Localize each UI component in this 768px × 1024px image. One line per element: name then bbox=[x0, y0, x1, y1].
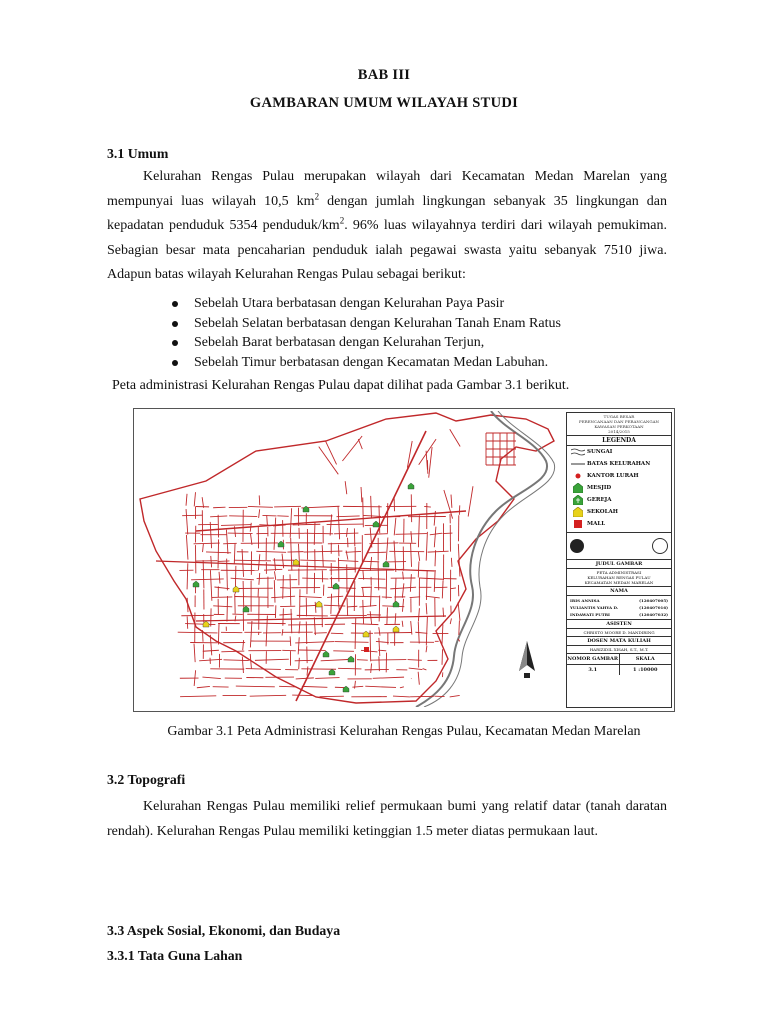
road-segment bbox=[363, 515, 381, 516]
road-segment bbox=[319, 447, 339, 475]
road-segment bbox=[210, 516, 227, 517]
road-segment bbox=[218, 623, 219, 644]
road-segment bbox=[459, 621, 460, 635]
road-segment bbox=[415, 632, 427, 633]
road-segment bbox=[410, 597, 421, 598]
road-segment bbox=[418, 561, 419, 577]
mall-icon bbox=[571, 519, 585, 529]
student-id: (120407005) bbox=[639, 598, 668, 603]
road-segment bbox=[426, 532, 427, 561]
road-segment bbox=[426, 603, 427, 614]
legend-assistant-name: CHRISTO MOORE D. MANDIRING bbox=[567, 629, 671, 637]
road-segment bbox=[314, 633, 327, 634]
road-segment bbox=[243, 640, 244, 650]
road-segment bbox=[178, 632, 218, 633]
road-segment bbox=[371, 496, 372, 518]
road-segment bbox=[442, 649, 443, 665]
chapter-label: BAB III bbox=[357, 67, 411, 83]
bullet-icon bbox=[172, 360, 178, 366]
road-segment bbox=[330, 514, 332, 535]
road-segment bbox=[347, 606, 357, 607]
school-icon bbox=[393, 626, 399, 632]
road-segment bbox=[428, 551, 449, 552]
road-segment bbox=[451, 588, 456, 589]
legend-header-line: PERENCANAAN DAN PERANCANGAN bbox=[579, 419, 659, 424]
road-segment bbox=[394, 518, 396, 536]
school-icon bbox=[363, 631, 369, 637]
road-segment bbox=[194, 492, 195, 506]
road-segment bbox=[418, 552, 419, 561]
road-segment bbox=[336, 516, 359, 517]
road-segment bbox=[411, 543, 412, 567]
road-segment bbox=[426, 616, 427, 645]
legend-item bbox=[567, 506, 671, 518]
road-segment bbox=[363, 587, 364, 596]
road-segment bbox=[250, 654, 251, 668]
road-segment bbox=[322, 545, 323, 567]
list-item-text: Sebelah Timur berbatasan dengan Kecamatan Medan Labuhan. bbox=[194, 354, 549, 370]
road-segment bbox=[359, 605, 376, 606]
school-icon bbox=[571, 507, 585, 517]
list-item bbox=[172, 353, 561, 373]
road-segment bbox=[248, 506, 273, 507]
road-segment bbox=[326, 441, 337, 464]
road-segment bbox=[370, 630, 371, 661]
legend-item-label: SEKOLAH bbox=[587, 509, 618, 515]
road-segment bbox=[255, 659, 289, 660]
road-segment bbox=[295, 660, 313, 661]
legend-title-line: KECAMATAN MEDAN MARELAN bbox=[584, 580, 654, 585]
road-segment bbox=[327, 596, 343, 597]
road-segment bbox=[304, 551, 343, 552]
road-segment bbox=[291, 609, 292, 633]
road-segment bbox=[423, 669, 427, 670]
boundary-list bbox=[172, 294, 561, 372]
legend-header-line: KAWASAN PERKOTAAN bbox=[594, 424, 644, 429]
road-segment bbox=[435, 550, 436, 566]
road-segment bbox=[227, 596, 228, 621]
road-segment bbox=[274, 571, 275, 580]
road-segment bbox=[182, 515, 203, 516]
university-logo-icon bbox=[570, 539, 584, 553]
legend-item-label: BATAS KELURAHAN bbox=[587, 461, 651, 467]
road-segment bbox=[363, 498, 364, 528]
road-segment bbox=[328, 543, 362, 544]
road-segment bbox=[355, 618, 356, 649]
road-segment bbox=[352, 686, 363, 687]
road-segment bbox=[236, 686, 275, 687]
road-segment bbox=[451, 558, 452, 567]
legend-names bbox=[567, 596, 671, 620]
road-segment bbox=[379, 627, 380, 636]
list-item bbox=[172, 314, 561, 334]
school-icon bbox=[233, 586, 239, 592]
legend-item bbox=[567, 482, 671, 494]
superscript: 2 bbox=[339, 215, 345, 226]
road-segment bbox=[186, 494, 187, 506]
road-segment bbox=[358, 439, 362, 449]
road-segment bbox=[202, 630, 203, 642]
legend-assistant-label: ASISTEN bbox=[567, 620, 671, 629]
road-segment bbox=[274, 506, 301, 507]
figure-number-label: NOMOR GAMBAR bbox=[567, 656, 619, 662]
section-3-2-paragraph bbox=[107, 795, 667, 844]
road-segment bbox=[242, 657, 243, 673]
road-segment bbox=[400, 687, 404, 688]
road-segment bbox=[282, 629, 283, 635]
road-segment bbox=[295, 642, 334, 643]
legend-logos bbox=[567, 532, 671, 560]
road-segment bbox=[378, 561, 379, 590]
road-segment bbox=[314, 617, 315, 635]
road-segment bbox=[345, 481, 347, 494]
mosque-icon bbox=[303, 506, 309, 512]
paragraph-text-part: . 96% luas wilayahnya terdiri dari wilayah pemukiman. Sebagian besar mata pencaharian penduduk ialah pegawai swasta yaitu sebanyak 7510 jiwa. Adapun batas wilayah Kelurahan Rengas Pulau sebagai berikut: bbox=[107, 218, 668, 283]
legend-name-row bbox=[567, 597, 671, 604]
road-segment bbox=[363, 600, 364, 624]
road-segment bbox=[186, 535, 188, 560]
north-arrow-icon bbox=[516, 639, 538, 679]
superscript: 2 bbox=[314, 190, 320, 201]
road-segment bbox=[242, 549, 244, 577]
road-segment bbox=[211, 556, 212, 567]
road-segment bbox=[418, 622, 419, 644]
list-item-text: Sebelah Utara berbatasan dengan Kelurahan Paya Pasir bbox=[194, 296, 505, 311]
road-segment bbox=[442, 624, 443, 644]
student-name: YULIANTIS YAHYA D. bbox=[570, 605, 619, 610]
road-segment bbox=[321, 659, 351, 660]
road-segment bbox=[418, 515, 419, 547]
road-segment bbox=[468, 486, 473, 516]
road-segment bbox=[300, 560, 336, 561]
road-segment bbox=[283, 575, 284, 599]
road-segment bbox=[296, 431, 426, 701]
road-segment bbox=[429, 447, 432, 478]
road-segment bbox=[426, 646, 427, 652]
road-segment bbox=[202, 677, 220, 678]
road-segment bbox=[338, 545, 339, 557]
road-segment bbox=[191, 579, 224, 580]
mosque-icon bbox=[571, 483, 585, 493]
road-segment bbox=[361, 650, 378, 652]
road-segment bbox=[213, 507, 225, 508]
road-segment bbox=[280, 588, 291, 589]
road-segment bbox=[180, 696, 216, 697]
road-segment bbox=[376, 641, 389, 642]
road-segment bbox=[365, 686, 396, 687]
legend-name-row bbox=[567, 611, 671, 618]
road-segment bbox=[398, 569, 403, 570]
road-segment bbox=[418, 672, 419, 685]
road-segment bbox=[373, 677, 404, 678]
road-segment bbox=[382, 597, 392, 598]
road-segment bbox=[246, 669, 281, 670]
list-item bbox=[172, 294, 561, 314]
list-item-text: Sebelah Barat berbatasan dengan Kelurahan Terjun, bbox=[194, 335, 485, 350]
scale-value: 1 :10000 bbox=[633, 667, 658, 673]
legend-names-label: NAMA bbox=[567, 587, 671, 596]
road-segment bbox=[410, 574, 411, 592]
road-segment bbox=[218, 539, 219, 568]
section-3-2-heading: 3.2 Topografi bbox=[107, 772, 186, 787]
road-segment bbox=[418, 608, 419, 621]
road-segment bbox=[386, 537, 388, 560]
road-segment bbox=[302, 686, 328, 687]
figure-number-value: 3.1 bbox=[567, 665, 620, 675]
chapter-title: GAMBARAN UMUM WILAYAH STUDI bbox=[249, 95, 519, 111]
bullet-icon bbox=[172, 301, 178, 307]
road-segment bbox=[358, 578, 385, 579]
road-segment bbox=[443, 608, 444, 617]
road-segment bbox=[203, 544, 204, 552]
legend-title: LEGENDA bbox=[567, 436, 671, 446]
map-legend-panel bbox=[566, 412, 672, 708]
legend-item bbox=[567, 446, 671, 458]
road-segment bbox=[299, 658, 300, 669]
section-3-3-1-heading: 3.3.1 Tata Guna Lahan bbox=[107, 948, 243, 963]
road-segment bbox=[299, 621, 300, 633]
road-segment bbox=[298, 637, 299, 654]
road-segment bbox=[234, 544, 235, 564]
road-segment bbox=[283, 608, 284, 625]
office-dot-icon bbox=[571, 471, 585, 481]
road-segment bbox=[458, 602, 460, 620]
figure-intro-text: Peta administrasi Kelurahan Rengas Pulau dapat dilihat pada Gambar 3.1 berikut. bbox=[112, 378, 570, 393]
list-item-text: Sebelah Selatan berbatasan dengan Kelurahan Tanah Enam Ratus bbox=[194, 315, 561, 331]
legend-item-label: MALL bbox=[587, 521, 606, 527]
legend-item-label: KANTOR LURAH bbox=[587, 473, 639, 479]
road-segment bbox=[221, 525, 252, 526]
road-segment bbox=[434, 572, 435, 592]
mosque-icon bbox=[193, 581, 199, 587]
student-id: (120407016) bbox=[639, 605, 668, 610]
mosque-icon bbox=[333, 583, 339, 589]
legend-number-scale-header bbox=[567, 654, 671, 665]
road-segment bbox=[299, 596, 322, 597]
legend-header-line: 2014/2015 bbox=[608, 429, 630, 434]
mosque-icon bbox=[348, 656, 354, 662]
mosque-icon bbox=[408, 483, 414, 489]
legend-item bbox=[567, 470, 671, 482]
road-segment bbox=[371, 663, 372, 672]
road-segment bbox=[371, 586, 372, 606]
boundary-line-icon bbox=[571, 459, 585, 469]
road-segment bbox=[221, 651, 244, 652]
road-segment bbox=[267, 515, 268, 526]
road-segment bbox=[290, 574, 291, 605]
road-segment bbox=[277, 516, 288, 517]
list-item bbox=[172, 333, 561, 353]
church-icon bbox=[571, 495, 585, 505]
road-segment bbox=[370, 660, 406, 661]
section-3-1-heading: 3.1 Umum bbox=[107, 146, 169, 161]
mosque-icon bbox=[323, 651, 329, 657]
legend-item bbox=[567, 518, 671, 530]
road-segment bbox=[347, 528, 348, 537]
road-segment bbox=[194, 543, 220, 544]
road-segment bbox=[259, 495, 260, 505]
road-segment bbox=[450, 618, 451, 624]
mosque-icon bbox=[373, 521, 379, 527]
road-segment bbox=[297, 615, 328, 616]
legend-item-label: SUNGAI bbox=[587, 449, 613, 455]
road-segment bbox=[338, 668, 361, 669]
road-segment bbox=[346, 551, 362, 552]
legend-header bbox=[567, 413, 671, 436]
road-segment bbox=[218, 561, 230, 562]
road-segment bbox=[342, 436, 362, 461]
legend-lecturer-label: DOSEN MATA KULIAH bbox=[567, 637, 671, 646]
road-segment bbox=[402, 583, 404, 598]
road-segment bbox=[335, 642, 369, 643]
bullet-icon bbox=[172, 321, 178, 327]
road-segment bbox=[434, 527, 436, 548]
road-segment bbox=[443, 533, 453, 534]
road-segment bbox=[426, 570, 427, 600]
road-segment bbox=[213, 606, 232, 607]
legend-lecturer-name: HARIZIDIL XISAH, S.T., M.T. bbox=[567, 646, 671, 654]
road-segment bbox=[194, 644, 195, 662]
road-segment bbox=[424, 506, 431, 507]
road-segment bbox=[186, 509, 188, 534]
school-icon bbox=[316, 601, 322, 607]
road-segment bbox=[450, 695, 460, 696]
road-segment bbox=[203, 560, 204, 588]
road-segment bbox=[338, 506, 340, 539]
legend-title-line: PETA ADMINISTRASI bbox=[596, 570, 642, 575]
legend-title-label: JUDUL GAMBAR bbox=[567, 560, 671, 569]
student-name: IRIS ANNISA bbox=[570, 598, 600, 603]
river-icon bbox=[571, 447, 585, 457]
road-segment bbox=[387, 607, 388, 624]
road-segment bbox=[379, 596, 380, 622]
road-segment bbox=[203, 650, 219, 651]
road-segment bbox=[250, 621, 252, 647]
mosque-icon bbox=[329, 669, 335, 675]
road-segment bbox=[411, 531, 412, 543]
road-segment bbox=[187, 616, 188, 628]
road-segment bbox=[250, 695, 286, 696]
road-segment bbox=[393, 696, 410, 697]
road-segment bbox=[259, 509, 260, 518]
road-segment bbox=[302, 578, 328, 579]
road-segment bbox=[379, 638, 380, 656]
road-segment bbox=[419, 578, 443, 579]
road-segment bbox=[231, 578, 254, 580]
road-segment bbox=[394, 541, 396, 572]
road-segment bbox=[426, 596, 440, 598]
road-segment bbox=[224, 660, 249, 661]
figure-caption: Gambar 3.1 Peta Administrasi Kelurahan Rengas Pulau, Kecamatan Medan Marelan bbox=[167, 724, 641, 739]
road-segment bbox=[364, 534, 388, 535]
legend-header-line: TUGAS BESAR bbox=[603, 414, 635, 419]
mall-icon bbox=[364, 647, 369, 652]
road-segment bbox=[197, 686, 210, 687]
mosque-icon bbox=[343, 686, 349, 692]
road-segment bbox=[290, 636, 291, 646]
legend-name-row bbox=[567, 604, 671, 611]
road-segment bbox=[314, 522, 315, 545]
paragraph-text-part: dengan jumlah lingkungan sebanyak 35 lingkungan dan kepadatan penduduk 5354 penduduk/km bbox=[107, 193, 668, 234]
legend-item-label: GEREJA bbox=[587, 497, 612, 503]
mosque-icon bbox=[393, 601, 399, 607]
road-segment bbox=[410, 696, 434, 697]
scale-label: SKALA bbox=[635, 656, 655, 662]
road-segment bbox=[234, 560, 271, 561]
road-segment bbox=[402, 599, 403, 612]
road-segment bbox=[196, 616, 446, 621]
section-3-1-paragraph bbox=[107, 165, 667, 288]
road-segment bbox=[247, 623, 285, 624]
road-segment bbox=[347, 598, 348, 616]
road-segment bbox=[259, 573, 260, 585]
student-id: (120407032) bbox=[639, 612, 668, 617]
legend-item-label: MESJID bbox=[587, 485, 612, 491]
road-segment bbox=[361, 487, 362, 502]
road-segment bbox=[187, 598, 188, 612]
road-segment bbox=[296, 678, 314, 679]
road-segment bbox=[212, 597, 233, 598]
road-segment bbox=[256, 551, 286, 552]
road-segment bbox=[187, 563, 188, 589]
road-segment bbox=[333, 651, 354, 652]
legend-item bbox=[567, 494, 671, 506]
road-segment bbox=[395, 613, 396, 624]
road-segment bbox=[274, 580, 275, 603]
section-3-3-heading: 3.3 Aspek Sosial, Ekonomi, dan Budaya bbox=[107, 923, 341, 938]
road-segment bbox=[402, 621, 403, 627]
road-segment bbox=[442, 580, 443, 598]
road-segment bbox=[430, 533, 442, 535]
road-segment bbox=[450, 429, 460, 446]
legend-number-scale-values bbox=[567, 665, 671, 675]
road-segment bbox=[304, 533, 333, 534]
administrative-map bbox=[136, 411, 560, 707]
legend-title-line: KELURAHAN RENGAS PULAU bbox=[587, 575, 651, 580]
road-segment bbox=[315, 678, 339, 679]
road-segment bbox=[367, 552, 386, 553]
road-segment bbox=[409, 668, 423, 670]
student-name: INDAWATI PUTRI bbox=[570, 612, 610, 617]
map-figure bbox=[133, 408, 675, 712]
road-segment bbox=[408, 660, 422, 661]
road-segment bbox=[330, 569, 357, 570]
road-segment bbox=[451, 495, 452, 508]
paragraph-text-part: Kelurahan Rengas Pulau merupakan wilayah dari Kecamatan Medan Marelan yang mempunyai luas wilayah 10,5 km bbox=[107, 169, 667, 209]
road-segment bbox=[307, 666, 308, 675]
road-segment bbox=[279, 614, 292, 615]
department-logo-icon bbox=[652, 538, 668, 554]
road-segment bbox=[243, 581, 244, 609]
road-segment bbox=[354, 581, 355, 611]
road-segment bbox=[210, 570, 211, 601]
road-segment bbox=[355, 681, 356, 689]
legend-item bbox=[567, 458, 671, 470]
road-segment bbox=[219, 572, 220, 584]
bullet-icon bbox=[172, 340, 178, 346]
road-segment bbox=[258, 554, 259, 570]
legend-title-block bbox=[567, 569, 671, 587]
paragraph-text: Kelurahan Rengas Pulau memiliki relief permukaan bumi yang relatif datar (tanah daratan rendah). Kelurahan Rengas Pulau memiliki ketinggian 1.5 meter diatas permukaan laut. bbox=[107, 799, 667, 839]
